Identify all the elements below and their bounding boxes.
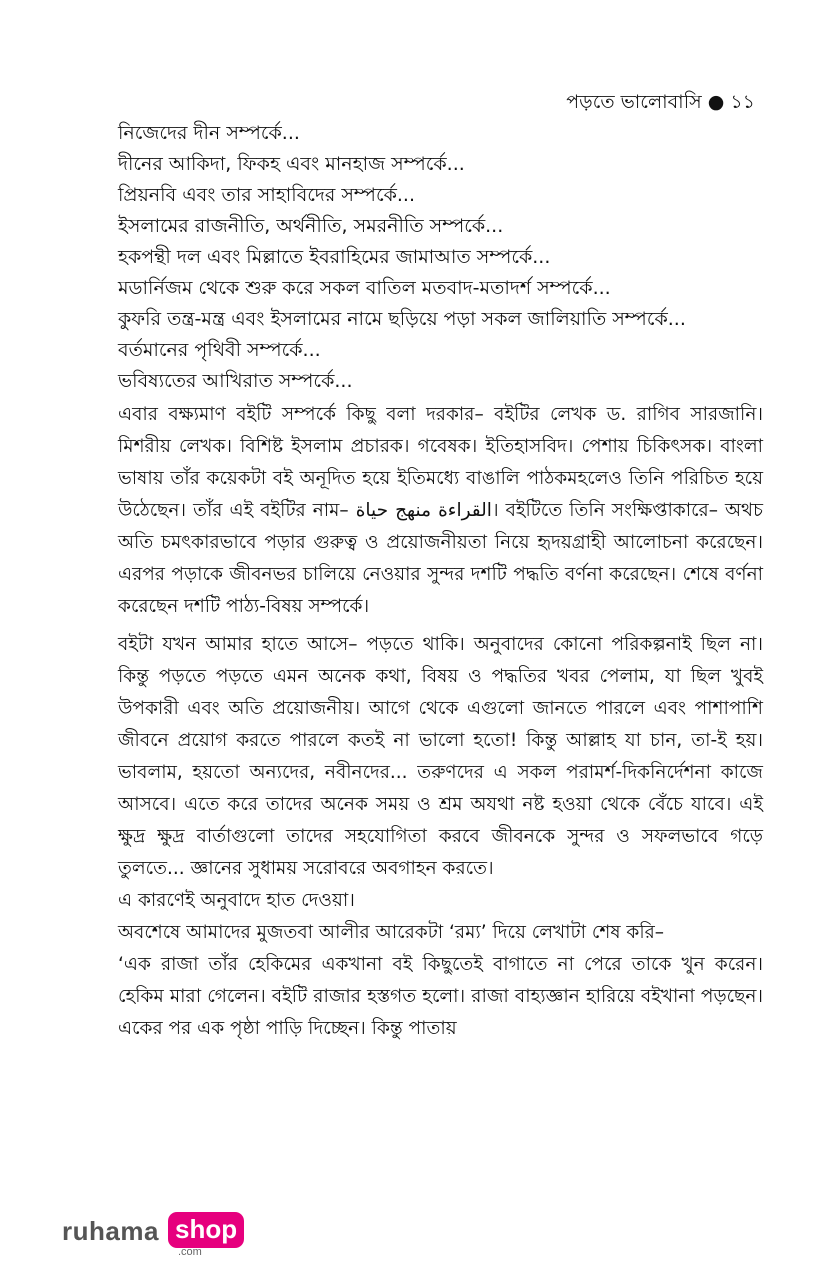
list-item: হকপন্থী দল এবং মিল্লাতে ইবরাহিমের জামাআত সম্পর্কে...	[118, 246, 551, 268]
topic-list	[118, 118, 763, 397]
list-item: প্রিয়নবি এবং তার সাহাবিদের সম্পর্কে...	[118, 184, 415, 206]
book-intro-text-1: এবার বক্ষ্যমাণ বইটি সম্পর্কে কিছু বলা দরকার– বইটির লেখক ড. রাগিব সারজানি। মিশরীয় লেখক। বিশিষ্ট ইসলাম প্রচারক। গবেষক। ইতিহাসবিদ। পেশায় চিকিৎসক। বাংলা ভাষায় তাঁর কয়েকটা বই অনূদিত হয়ে ইতিমধ্যে বাঙালি পাঠকমহলেও তিনি পরিচিত হয়ে উঠেছেন। তাঁর এই বইটির নাম–	[118, 404, 763, 521]
logo-text-domain: .com	[178, 1246, 202, 1258]
logo-text-ruhama: ruhama	[62, 1216, 159, 1246]
list-item: মডার্নিজম থেকে শুরু করে সকল বাতিল মতবাদ-মতাদর্শ সম্পর্কে...	[118, 277, 611, 299]
page-body	[118, 118, 763, 1045]
paragraph-closing-intro: অবশেষে আমাদের মুজতবা আলীর আরেকটা ‘রম্য’ দিয়ে লেখাটা শেষ করি–	[118, 922, 665, 943]
arabic-book-title: القراءة منهج حياة	[355, 500, 492, 521]
paragraph-translation-story: বইটা যখন আমার হাতে আসে– পড়তে থাকি। অনুবাদের কোনো পরিকল্পনাই ছিল না। কিন্তু পড়তে পড়তে এমন অনেক কথা, বিষয় ও পদ্ধতির খবর পেলাম, যা ছিল খুবই উপকারী এবং অতি প্রয়োজনীয়। আগে থেকে এগুলো জানতে পারলে এবং পাশাপাশি জীবনে প্রয়োগ করতে পারলে কতই না ভালো হতো! কিন্তু আল্লাহ যা চান, তা-ই হয়। ভাবলাম, হয়তো অন্যদের, নবীনদের... তরুণদের এ সকল পরামর্শ-দিকনির্দেশনা কাজে আসবে। এতে করে তাদের অনেক সময় ও শ্রম অযথা নষ্ট হওয়া থেকে বেঁচে যাবে। এই ক্ষুদ্র ক্ষুদ্র বার্তাগুলো তাদের সহযোগিতা করবে জীবনকে সুন্দর ও সফলভাবে গড়ে তুলতে... জ্ঞানের সুধাময় সরোবরে অবগাহন করতে।	[118, 634, 763, 879]
book-intro-text-2: । বইটিতে তিনি সংক্ষিপ্তাকারে– অথচ অতি চমৎকারভাবে পড়ার গুরুত্ব ও প্রয়োজনীয়তা নিয়ে হৃদয়গ্রাহী আলোচনা করেছেন। এরপর পড়াকে জীবনভর চালিয়ে নেওয়ার সুন্দর দশটি পদ্ধতি বর্ণনা করেছেন। শেষে বর্ণনা করেছেন দশটি পাঠ্য-বিষয় সম্পর্কে।	[118, 500, 763, 617]
list-item: দীনের আকিদা, ফিকহ এবং মানহাজ সম্পর্কে...	[118, 153, 465, 175]
list-item: কুফরি তন্ত্র-মন্ত্র এবং ইসলামের নামে ছড়িয়ে পড়া সকল জালিয়াতি সম্পর্কে...	[118, 308, 686, 330]
logo-text-shop: shop	[168, 1212, 244, 1248]
list-item: নিজেদের দীন সম্পর্কে...	[118, 122, 300, 144]
list-item: ইসলামের রাজনীতি, অর্থনীতি, সমরনীতি সম্পর্কে...	[118, 215, 504, 237]
list-item: বর্তমানের পৃথিবী সম্পর্কে...	[118, 339, 321, 361]
list-item: ভবিষ্যতের আখিরাত সম্পর্কে...	[118, 370, 353, 392]
paragraph-reason: এ কারণেই অনুবাদে হাত দেওয়া।	[118, 890, 355, 911]
running-header: পড়তে ভালোবাসি ● ১১	[566, 91, 755, 113]
paragraph-anecdote: ‘এক রাজা তাঁর হেকিমের একখানা বই কিছুতেই বাগাতে না পেরে তাকে খুন করেন। হেকিম মারা গেলেন। বইটি রাজার হস্তগত হলো। রাজা বাহ্যজ্ঞান হারিয়ে বইখানা পড়ছেন। একের পর এক পৃষ্ঠা পাড়ি দিচ্ছেন। কিন্তু পাতায়	[118, 954, 763, 1039]
paragraph-book-intro	[118, 399, 763, 623]
